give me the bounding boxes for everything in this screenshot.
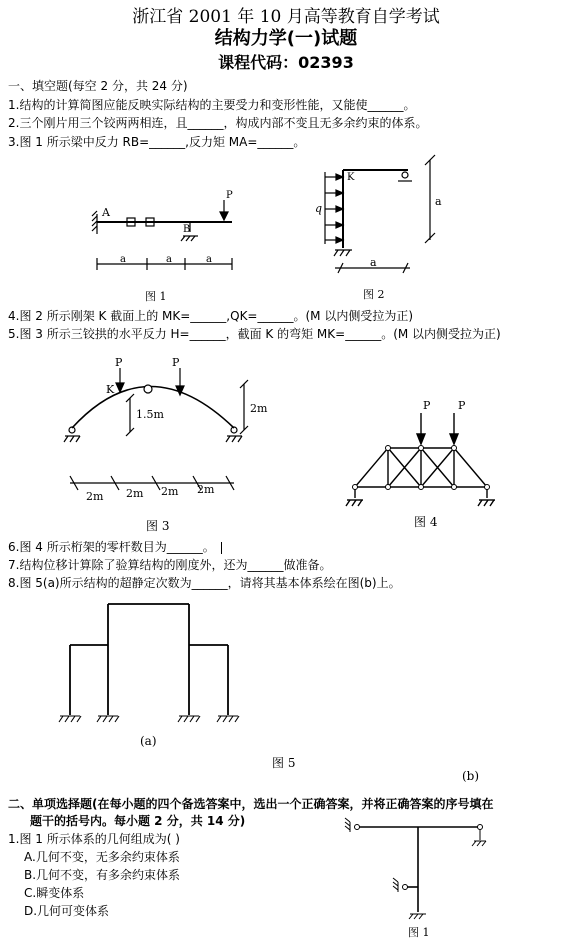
fig1-dim-a1: a <box>120 254 126 265</box>
question-2: 2.三个刚片用三个铰两两相连，且______，构成内部不变且无多余约束的体系。 <box>8 116 428 130</box>
fig2-label-q: q <box>315 202 323 215</box>
option-a: A.几何不变，无多余约束体系 <box>24 850 180 864</box>
fig3-dim-span4: 2m <box>197 483 215 496</box>
fig5-caption: 图 5 <box>272 756 296 770</box>
fig1-dim-a3: a <box>206 254 212 265</box>
fig1-label-p: P <box>226 190 233 201</box>
exam-title: 浙江省 2001 年 10 月高等教育自学考试 <box>132 7 440 27</box>
s2-question-1: 1.图 1 所示体系的几何组成为( ) <box>8 832 180 846</box>
question-4: 4.图 2 所示刚架 K 截面上的 MK=______,QK=______。(M 以内侧受拉为正) <box>8 309 414 323</box>
fig3-dim-span2: 2m <box>126 487 144 500</box>
option-d: D.几何可变体系 <box>24 904 110 918</box>
fig4-label-p2: P <box>458 399 466 412</box>
fig2-dim-a-horizontal: a <box>370 256 377 269</box>
fig1-label-a-support: A <box>102 206 110 219</box>
fig3-dim-span1: 2m <box>86 490 104 503</box>
fig2-dim-a-vertical: a <box>435 195 442 208</box>
fig3-caption: 图 3 <box>146 519 170 533</box>
fig1-label-b-support: B <box>183 224 191 235</box>
fig2-label-k: K <box>347 172 355 183</box>
fig3-dim-span3: 2m <box>161 485 179 498</box>
fig3-label-p1: P <box>115 356 123 369</box>
question-7: 7.结构位移计算除了验算结构的刚度外，还为______做准备。 <box>8 558 332 572</box>
question-1: 1.结构的计算简图应能反映实际结构的主要受力和变形性能，又能使______。 <box>8 98 416 112</box>
fig4-label-p1: P <box>423 399 431 412</box>
fig5a-label: (a) <box>140 734 157 748</box>
question-3: 3.图 1 所示梁中反力 RB=______,反力矩 MA=______。 <box>8 135 306 149</box>
course-code: 课程代码：02393 <box>218 53 354 72</box>
fig3-label-k: K <box>106 383 115 396</box>
option-c: C.瞬变体系 <box>24 886 85 900</box>
section2-heading-line2: 题干的括号内。每小题 2 分，共 14 分) <box>30 814 246 828</box>
subject-title: 结构力学(一)试题 <box>214 28 358 49</box>
fig3-dim-height: 2m <box>250 402 268 415</box>
fig1-caption: 图 1 <box>145 290 167 303</box>
option-b: B.几何不变，有多余约束体系 <box>24 868 181 882</box>
section2-heading-line1: 二、单项选择题(在每小题的四个备选答案中，选出一个正确答案，并将正确答案的序号填在 <box>8 797 494 811</box>
question-8: 8.图 5(a)所示结构的超静定次数为______，请将其基本体系绘在图(b)上。 <box>8 576 401 590</box>
fig2-caption: 图 2 <box>363 288 385 301</box>
fig3-dim-rise: 1.5m <box>136 408 164 421</box>
fig3-label-p2: P <box>172 356 180 369</box>
s2-fig1-caption: 图 1 <box>408 926 430 939</box>
question-6-text: 6.图 4 所示桁架的零杆数目为______。 <box>8 540 215 554</box>
fig5b-label: (b) <box>462 769 480 783</box>
fig1-dim-a2: a <box>166 254 172 265</box>
question-5: 5.图 3 所示三铰拱的水平反力 H=______，截面 K 的弯矩 MK=______。(M 以内侧受拉为正) <box>8 327 501 341</box>
section1-heading: 一、填空题(每空 2 分，共 24 分) <box>8 79 188 93</box>
fig4-caption: 图 4 <box>414 515 438 529</box>
